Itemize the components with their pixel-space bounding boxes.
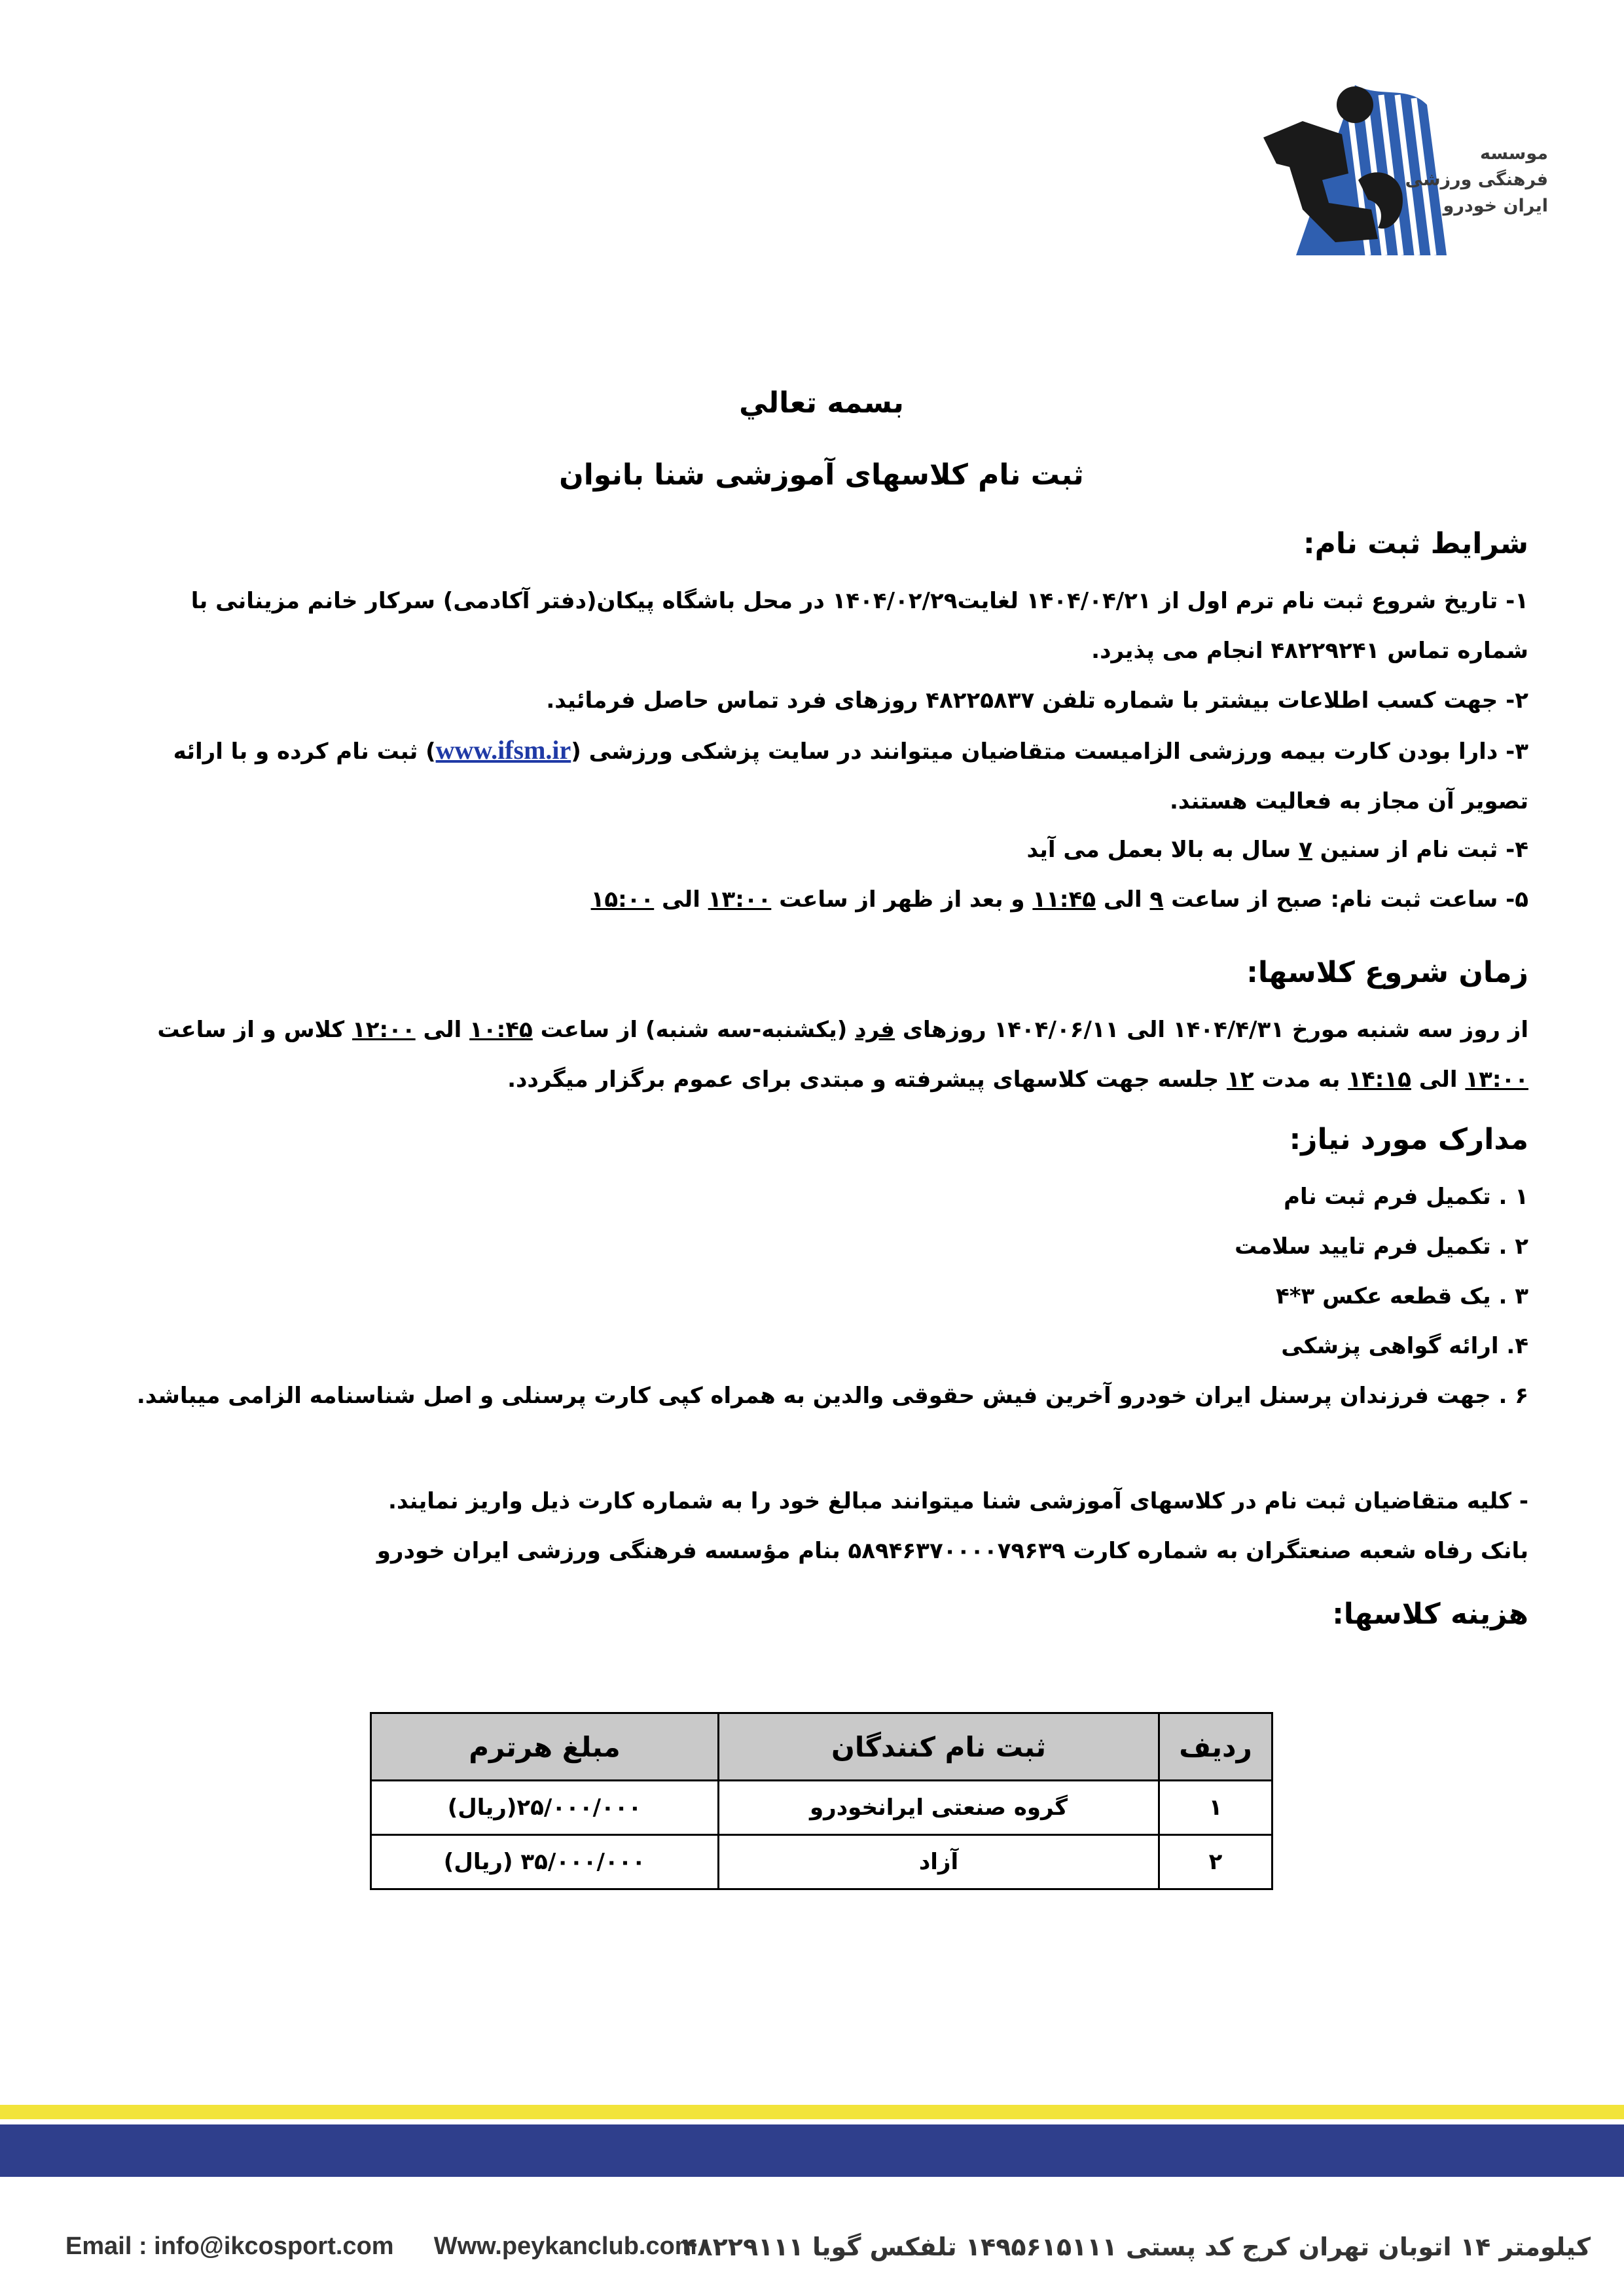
start-line-2-sep: الی — [1411, 1066, 1466, 1093]
table-row — [371, 1835, 1272, 1889]
footer-email[interactable]: Email : info@ikcosport.com — [65, 2232, 394, 2260]
minimum-age: ۷ — [1299, 837, 1312, 863]
morning-start-time: ۹ — [1149, 886, 1164, 913]
condition-item-1 — [115, 576, 1528, 676]
condition-item-5-sep-2: و بعد از ظهر از ساعت — [771, 886, 1033, 913]
condition-item-4-text-end: سال به بالا بعمل می آید — [1026, 837, 1299, 863]
table-row — [371, 1781, 1272, 1835]
condition-item-3-line-2: تصویر آن مجاز به فعالیت هستند. — [1170, 788, 1528, 814]
page-title: ثبت نام كلاسهای آموزشی شنا بانوان — [559, 458, 1084, 492]
payment-paragraph — [115, 1476, 1528, 1576]
conditions-heading: شرایط ثبت نام: — [1303, 527, 1528, 560]
registrant-group: آزاد — [719, 1835, 1159, 1889]
row-number: ۱ — [1159, 1781, 1272, 1835]
start-line-1-text-end: كلاس و از ساعت — [157, 1017, 353, 1043]
condition-item-4 — [115, 825, 1528, 875]
footer-address: کیلومتر ۱۴ اتوبان تهران کرج کد پستی ۱۴۹۵۶۱۵۱۱۱ تلفکس گویا ۴۸۲۲۹۱۱۱ — [682, 2232, 1591, 2261]
start-line-2-text-end: جلسه جهت كلاسهای پیشرفته و مبتدی برای عموم برگزار میگردد. — [507, 1066, 1227, 1093]
fee-amount: ۳۵/۰۰۰/۰۰۰ (ریال) — [371, 1835, 719, 1889]
condition-item-3-text-end: ) ثبت نام کرده و با ارائه — [173, 738, 436, 765]
start-paragraph — [115, 1005, 1528, 1104]
afternoon-start-time: ۱۳:۰۰ — [708, 886, 772, 913]
logo-line-2: فرهنگی ورزشی — [1405, 170, 1548, 190]
start-line-1-sep: الی — [415, 1017, 470, 1043]
docs-heading: مدارک مورد نیاز: — [1289, 1123, 1528, 1156]
start-line-1 — [115, 1005, 1528, 1055]
doc-item-6: ۶ . جهت فرزندان پرسنل ایران خودرو آخرین فیش حقوقی والدین به همراه کپی کارت پرسنلی و اصل شناسنامه الزامی میباشد. — [136, 1383, 1528, 1409]
table-header-row — [371, 1713, 1272, 1781]
condition-item-3 — [115, 725, 1528, 826]
condition-item-4-text: ۴- ثبت نام از سنین — [1312, 837, 1528, 863]
fees-table — [370, 1712, 1273, 1890]
afternoon-end-time: ۱۵:۰۰ — [590, 886, 655, 913]
footer — [65, 2232, 1591, 2272]
condition-item-1-line-2: شماره تماس ۴۸۲۲۹۲۴۱ انجام می پذیرد. — [1091, 638, 1528, 664]
session-count: ۱۲ — [1227, 1066, 1254, 1093]
footer-yellow-stripe — [0, 2105, 1624, 2119]
condition-item-5-sep-1: الی — [1096, 886, 1150, 913]
class2-end-time: ۱۴:۱۵ — [1348, 1066, 1411, 1093]
fee-amount: ۲۵/۰۰۰/۰۰۰(ریال) — [371, 1781, 719, 1835]
bismillah-heading: بسمه تعالي — [739, 386, 904, 420]
doc-item-1: ۱ . تکمیل فرم ثبت نام — [1284, 1184, 1528, 1210]
condition-item-2: ۲- جهت کسب اطلاعات بیشتر با شماره تلفن ۴۸۲۲۵۸۳۷ روزهای فرد تماس حاصل فرمائید. — [546, 687, 1528, 714]
start-heading: زمان شروع کلاسها: — [1246, 956, 1528, 989]
start-line-2 — [115, 1055, 1528, 1104]
doc-item-4: ۴. ارائه گواهی پزشکی — [1281, 1333, 1528, 1359]
col-registrants: ثبت نام کنندگان — [719, 1713, 1159, 1781]
row-number: ۲ — [1159, 1835, 1272, 1889]
footer-contact-links — [65, 2232, 697, 2261]
odd-days: فرد — [855, 1017, 895, 1043]
start-line-2-text: به مدت — [1254, 1066, 1348, 1093]
class2-start-time: ۱۳:۰۰ — [1465, 1066, 1528, 1093]
payment-line-2: بانک رفاه شعبه صنعتگران به شماره کارت ۵۸۹۴۶۳۷۰۰۰۰۷۹۶۳۹ بنام مؤسسه فرهنگی ورزشی ایران خودرو — [376, 1538, 1528, 1564]
payment-line-1: - کلیه متقاضیان ثبت نام در کلاسهای آموزشی شنا میتوانند مبالغ خود را به شماره کارت ذیل واریز نمایند. — [388, 1488, 1528, 1514]
doc-item-2: ۲ . تکمیل فرم تایید سلامت — [1235, 1233, 1528, 1260]
condition-item-5-sep-3: الی — [654, 886, 708, 913]
condition-item-5 — [115, 875, 1528, 924]
condition-item-3-text: ۳- دارا بودن كارت بیمه ورزشی الزامیست متقاضیان میتوانند در سایت پزشکی ورزشی ( — [571, 738, 1528, 765]
condition-item-3-line-1 — [115, 725, 1528, 776]
footer-website[interactable]: Www.peykanclub.com — [433, 2232, 697, 2260]
start-line-1-text: از روز سه شنبه مورخ ۱۴۰۴/۴/۳۱ الی ۱۴۰۴/۰۶/۱۱ روزهای — [895, 1017, 1528, 1043]
logo-line-1: موسسه — [1479, 143, 1548, 164]
fees-heading: هزینه کلاسها: — [1332, 1597, 1528, 1631]
start-line-1-text-2: (یکشنبه-سه شنبه) از ساعت — [532, 1017, 856, 1043]
class-start-time: ۱۰:۴۵ — [469, 1017, 533, 1043]
doc-item-3: ۳ . یک قطعه عکس ۳*۴ — [1275, 1283, 1528, 1309]
footer-navy-stripe — [0, 2124, 1624, 2177]
docs-list — [115, 1172, 1528, 1421]
condition-item-5-text: ۵- ساعت ثبت نام: صبح از ساعت — [1163, 886, 1528, 913]
logo-line-3: ایران خودرو — [1443, 196, 1548, 216]
class-end-time: ۱۲:۰۰ — [352, 1017, 416, 1043]
registrant-group: گروه صنعتی ایرانخودرو — [719, 1781, 1159, 1835]
logo-caption — [1405, 141, 1548, 219]
condition-item-1-line-1: ۱- تاریخ شروع ثبت نام ترم اول از ۱۴۰۴/۰۴/۲۱ لغایت۱۴۰۴/۰۲/۲۹ در محل باشگاه پیکان(دفتر آکادمی) سرکار خانم مزینانی با — [190, 588, 1528, 614]
morning-end-time: ۱۱:۴۵ — [1032, 886, 1096, 913]
col-amount: مبلغ هرترم — [371, 1713, 719, 1781]
col-row-number: ردیف — [1159, 1713, 1272, 1781]
ifsm-link[interactable]: www.ifsm.ir — [435, 735, 571, 765]
